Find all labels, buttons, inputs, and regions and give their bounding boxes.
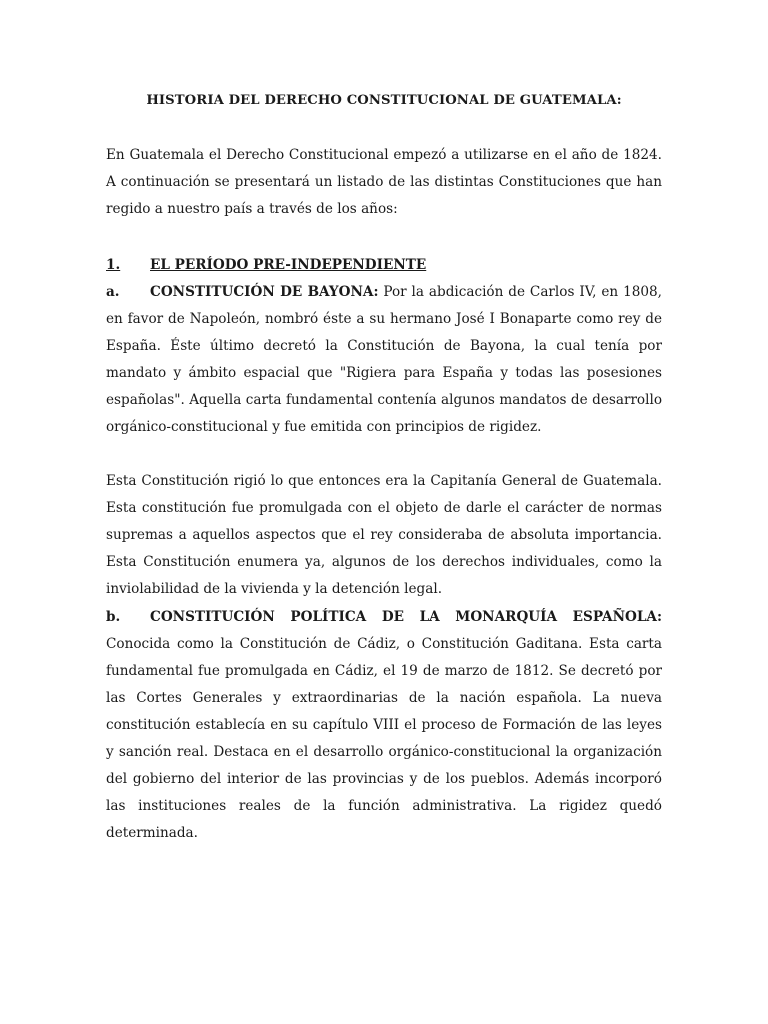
subsection-b-paragraph: Conocida como la Constitución de Cádiz, o Constitución Gaditana. Esta carta fundamental fue promulgada en Cádiz, el 19 de marzo de 1812. Se decretó por las Cortes Generales y extraordinarias de la nación española. La nueva constitución establecía en su capítulo VIII el proceso de Formación de las leyes y sanción real. Destaca en el desarrollo orgánico-constitucional la organización del gobierno del interior de las provincias y de los pueblos. Además incorporó las instituciones reales de la función administrativa. La rigidez quedó determinada. (106, 636, 662, 841)
subsection-a-text: Por la abdicación de Carlos IV, en 1808, en favor de Napoleón, nombró éste a su hermano José I Bonaparte como rey de España. Éste último decretó la Constitución de Bayona, la cual tenía por mandato y ámbito espacial que "Rigiera para España y todas las posesiones españolas". Aquella carta fundamental contenía algunos mandatos de desarrollo orgánico-constitucional y fue emitida con principios de rigidez. (106, 284, 662, 435)
section-title: EL PERÍODO PRE-INDEPENDIENTE (150, 257, 427, 273)
intro-paragraph: En Guatemala el Derecho Constitucional empezó a utilizarse en el año de 1824. A continuación se presentará un listado de las distintas Constituciones que han regido a nuestro país a través de los años: (106, 147, 662, 217)
page-title: HISTORIA DEL DERECHO CONSTITUCIONAL DE GUATEMALA: (146, 93, 622, 108)
subsection-b-heading-line (106, 604, 662, 631)
subsection-a-paragraph-2: Esta Constitución rigió lo que entonces era la Capitanía General de Guatemala. Esta constitución fue promulgada con el objeto de darle el carácter de normas supremas a aquellos aspectos que el rey consideraba de absoluta importancia. Esta Constitución enumera ya, algunos de los derechos individuales, como la inviolabilidad de la vivienda y la detención legal. (106, 473, 662, 597)
subsection-b-marker: b. (106, 609, 121, 625)
subsection-a (106, 279, 662, 441)
subsection-a-marker: a. (106, 284, 120, 300)
subsection-a-heading: CONSTITUCIÓN DE BAYONA: (150, 284, 379, 300)
section-heading (106, 252, 662, 279)
subsection-b-heading: CONSTITUCIÓN POLÍTICA DE LA MONARQUÍA ESPAÑOLA: (150, 609, 662, 625)
section-number: 1. (106, 257, 121, 273)
